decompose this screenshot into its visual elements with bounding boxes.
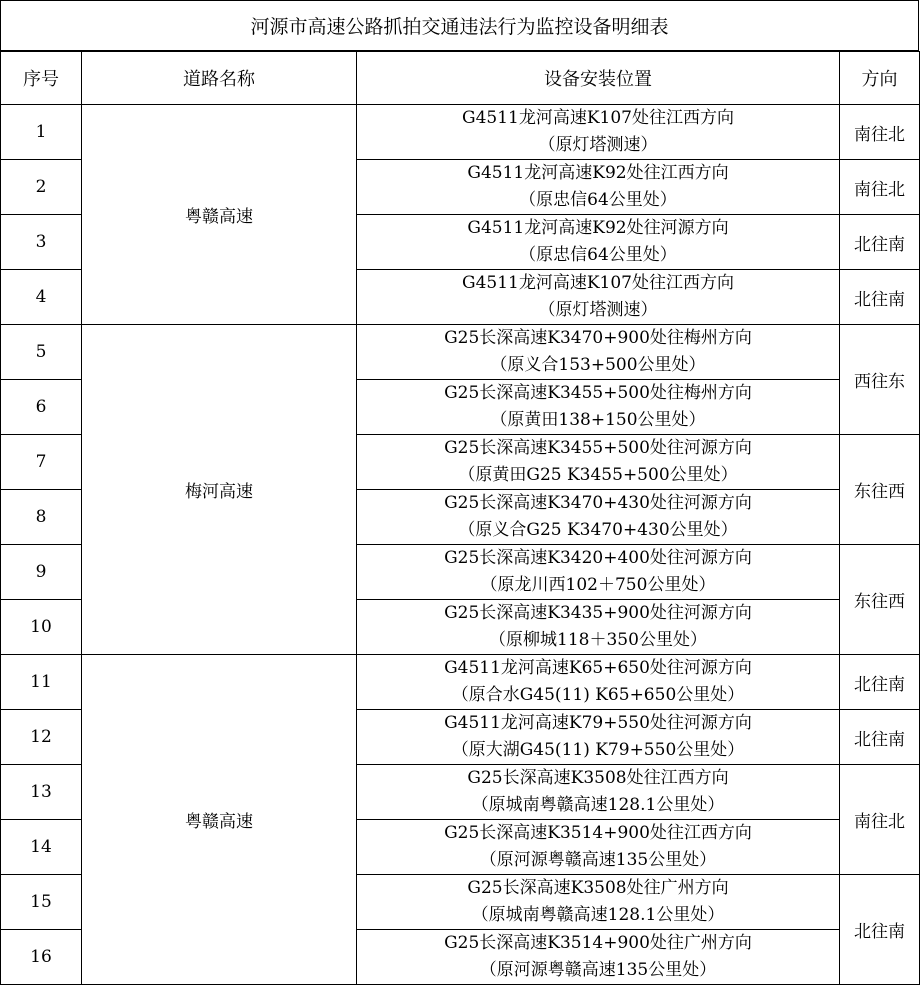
location-line: G25长深高速K3435+900处往河源方向 (444, 603, 752, 623)
row-direction: 南往北 (840, 765, 920, 875)
row-direction: 南往北 (840, 105, 920, 160)
row-location (357, 105, 840, 160)
table-title: 河源市高速公路抓拍交通违法行为监控设备明细表 (0, 0, 919, 51)
road-name: 粤赣高速 (82, 655, 357, 985)
row-seq: 12 (1, 710, 82, 765)
location-note: （原忠信64公里处） (519, 190, 677, 210)
row-direction: 东往西 (840, 435, 920, 545)
row-seq: 4 (1, 270, 82, 325)
row-direction: 北往南 (840, 655, 920, 710)
location-note: （原黄田138+150公里处） (490, 410, 706, 430)
location-line: G4511龙河高速K92处往江西方向 (467, 163, 729, 183)
location-line: G25长深高速K3455+500处往梅州方向 (444, 383, 752, 403)
row-location (357, 710, 840, 765)
location-note: （原灯塔测速） (538, 135, 658, 155)
header-direction: 方向 (840, 52, 920, 105)
header-seq: 序号 (1, 52, 82, 105)
row-location (357, 545, 840, 600)
location-line: G25长深高速K3470+430处往河源方向 (444, 493, 752, 513)
location-note: （原城南粤赣高速128.1公里处） (471, 795, 725, 815)
location-note: （原忠信64公里处） (519, 245, 677, 265)
row-seq: 15 (1, 875, 82, 930)
location-note: （原城南粤赣高速128.1公里处） (471, 905, 725, 925)
row-seq: 14 (1, 820, 82, 875)
row-location (357, 655, 840, 710)
location-line: G25长深高速K3470+900处往梅州方向 (444, 328, 752, 348)
location-line: G4511龙河高速K92处往河源方向 (467, 218, 729, 238)
row-direction: 西往东 (840, 325, 920, 435)
row-location (357, 600, 840, 655)
road-name: 梅河高速 (82, 325, 357, 655)
location-note: （原河源粤赣高速135公里处） (479, 960, 717, 980)
location-line: G25长深高速K3514+900处往广州方向 (444, 933, 752, 953)
location-line: G25长深高速K3455+500处往河源方向 (444, 438, 752, 458)
location-note: （原龙川西102＋750公里处） (480, 575, 716, 595)
row-seq: 1 (1, 105, 82, 160)
row-direction: 东往西 (840, 545, 920, 655)
location-line: G4511龙河高速K107处往江西方向 (462, 108, 734, 128)
header-location: 设备安装位置 (357, 52, 840, 105)
row-location (357, 270, 840, 325)
location-line: G4511龙河高速K107处往江西方向 (462, 273, 734, 293)
row-seq: 11 (1, 655, 82, 710)
row-direction: 北往南 (840, 710, 920, 765)
row-seq: 13 (1, 765, 82, 820)
location-line: G25长深高速K3508处往广州方向 (467, 878, 729, 898)
location-line: G25长深高速K3508处往江西方向 (467, 768, 729, 788)
row-location (357, 160, 840, 215)
location-note: （原黄田G25 K3455+500公里处） (458, 465, 738, 485)
road-name: 粤赣高速 (82, 105, 357, 325)
header-road: 道路名称 (82, 52, 357, 105)
location-line: G4511龙河高速K65+650处往河源方向 (444, 658, 752, 678)
location-line: G25长深高速K3514+900处往江西方向 (444, 823, 752, 843)
location-line: G4511龙河高速K79+550处往河源方向 (444, 713, 752, 733)
location-note: （原义合153+500公里处） (490, 355, 706, 375)
location-line: G25长深高速K3420+400处往河源方向 (444, 548, 752, 568)
table-row (1, 655, 920, 710)
row-location (357, 765, 840, 820)
row-location (357, 435, 840, 490)
row-direction: 南往北 (840, 160, 920, 215)
row-location (357, 875, 840, 930)
row-location (357, 490, 840, 545)
row-location (357, 325, 840, 380)
location-note: （原灯塔测速） (538, 300, 658, 320)
location-note: （原河源粤赣高速135公里处） (479, 850, 717, 870)
row-direction: 北往南 (840, 215, 920, 270)
row-location (357, 380, 840, 435)
row-seq: 7 (1, 435, 82, 490)
row-seq: 16 (1, 930, 82, 985)
location-note: （原柳城118＋350公里处） (489, 630, 707, 650)
header-row (1, 52, 920, 105)
table-row (1, 325, 920, 380)
row-seq: 9 (1, 545, 82, 600)
row-seq: 6 (1, 380, 82, 435)
row-location (357, 930, 840, 985)
row-seq: 8 (1, 490, 82, 545)
row-seq: 10 (1, 600, 82, 655)
location-note: （原合水G45(11) K65+650公里处） (451, 685, 745, 705)
row-direction: 北往南 (840, 270, 920, 325)
row-location (357, 215, 840, 270)
device-table (0, 51, 920, 985)
table-row (1, 105, 920, 160)
row-direction: 北往南 (840, 875, 920, 985)
location-note: （原大湖G45(11) K79+550公里处） (451, 740, 745, 760)
row-seq: 3 (1, 215, 82, 270)
row-seq: 5 (1, 325, 82, 380)
row-seq: 2 (1, 160, 82, 215)
row-location (357, 820, 840, 875)
location-note: （原义合G25 K3470+430公里处） (458, 520, 738, 540)
